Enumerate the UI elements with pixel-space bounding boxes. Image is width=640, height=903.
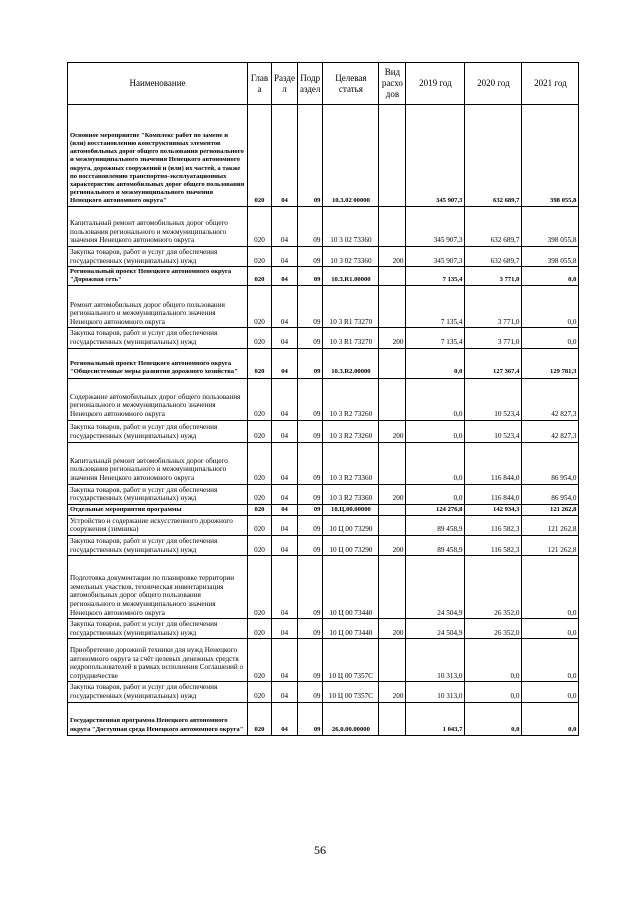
- row-name: Ремонт автомобильных дорог общего пользования регионального и межмуниципального значения Ненецкого автономного округа: [68, 286, 248, 328]
- row-name: Отдельные мероприятия программы: [68, 504, 248, 515]
- row-celevaya-statya: 10 3 R2 73260: [323, 378, 379, 420]
- row-vid-rashodov: 200: [379, 682, 406, 702]
- table-row: [68, 536, 579, 556]
- row-value-2020: 632 689,7: [465, 105, 522, 207]
- row-podrazdel: 09: [297, 267, 322, 286]
- row-value-2020: 142 934,3: [465, 504, 522, 515]
- row-value-2019: 345 907,3: [406, 105, 465, 207]
- row-value-2021: 42 827,3: [522, 378, 579, 420]
- table-row: [68, 484, 579, 504]
- row-glava: 020: [248, 639, 272, 682]
- row-razdel: 04: [272, 639, 298, 682]
- header-podrazdel: Подр аздел: [297, 63, 322, 105]
- row-razdel: 04: [272, 105, 298, 207]
- table-row: [68, 682, 579, 702]
- row-celevaya-statya: 10 Ц 00 73440: [323, 619, 379, 639]
- row-celevaya-statya: 10.3.02 00000: [323, 105, 379, 207]
- row-glava: 020: [248, 442, 272, 484]
- row-value-2020: 3 771,0: [465, 267, 522, 286]
- table-row: [68, 556, 579, 619]
- row-value-2019: 24 504,9: [406, 556, 465, 619]
- table-row: [68, 286, 579, 328]
- row-razdel: 04: [272, 267, 298, 286]
- row-value-2019: 0,0: [406, 348, 465, 378]
- table-header-row: [68, 63, 579, 105]
- row-podrazdel: 09: [297, 247, 322, 267]
- row-podrazdel: 09: [297, 348, 322, 378]
- row-value-2020: 0,0: [465, 682, 522, 702]
- row-value-2021: 121 262,8: [522, 536, 579, 556]
- header-glava: Глав а: [248, 63, 272, 105]
- table-row: [68, 247, 579, 267]
- row-podrazdel: 09: [297, 442, 322, 484]
- row-value-2021: 0,0: [522, 682, 579, 702]
- row-value-2020: 0,0: [465, 639, 522, 682]
- row-celevaya-statya: 10 3 R2 73260: [323, 420, 379, 442]
- row-glava: 020: [248, 267, 272, 286]
- table-row: [68, 702, 579, 735]
- row-razdel: 04: [272, 328, 298, 348]
- row-razdel: 04: [272, 378, 298, 420]
- header-2019: 2019 год: [406, 63, 465, 105]
- row-vid-rashodov: [379, 348, 406, 378]
- row-value-2020: 116 582,3: [465, 515, 522, 535]
- page-number: 56: [314, 843, 326, 857]
- row-podrazdel: 09: [297, 682, 322, 702]
- row-glava: 020: [248, 702, 272, 735]
- row-value-2020: 26 352,0: [465, 556, 522, 619]
- row-value-2020: 632 689,7: [465, 207, 522, 247]
- row-razdel: 04: [272, 702, 298, 735]
- table-row: [68, 328, 579, 348]
- row-value-2021: 121 262,8: [522, 515, 579, 535]
- row-value-2021: 0,0: [522, 556, 579, 619]
- row-vid-rashodov: 200: [379, 420, 406, 442]
- table-row: [68, 378, 579, 420]
- row-name: Капитальный ремонт автомобильных дорог общего пользования регионального и межмуниципального значения Ненецкого автономного округа: [68, 207, 248, 247]
- row-glava: 020: [248, 378, 272, 420]
- row-vid-rashodov: 200: [379, 536, 406, 556]
- row-value-2020: 116 582,3: [465, 536, 522, 556]
- row-name: Закупка товаров, работ и услуг для обеспечения государственных (муниципальных) нужд: [68, 484, 248, 504]
- row-vid-rashodov: 200: [379, 484, 406, 504]
- row-name: Государственная программа Ненецкого автономного округа "Доступная среда Ненецкого автономного округа": [68, 702, 248, 735]
- row-vid-rashodov: [379, 442, 406, 484]
- row-value-2019: 7 135,4: [406, 328, 465, 348]
- table-row: [68, 515, 579, 535]
- row-value-2020: 116 844,0: [465, 442, 522, 484]
- row-celevaya-statya: 10 3 02 73360: [323, 207, 379, 247]
- row-value-2020: 632 689,7: [465, 247, 522, 267]
- row-name: Закупка товаров, работ и услуг для обеспечения государственных (муниципальных) нужд: [68, 682, 248, 702]
- row-value-2020: 10 523,4: [465, 420, 522, 442]
- row-vid-rashodov: [379, 556, 406, 619]
- row-name: Закупка товаров, работ и услуг для обеспечения государственных (муниципальных) нужд: [68, 420, 248, 442]
- row-vid-rashodov: 200: [379, 328, 406, 348]
- row-name: Региональный проект Ненецкого автономного округа "Общесистемные меры развития дорожного хозяйства": [68, 348, 248, 378]
- row-celevaya-statya: 10 3 02 73360: [323, 247, 379, 267]
- row-glava: 020: [248, 504, 272, 515]
- row-value-2020: 3 771,0: [465, 286, 522, 328]
- row-celevaya-statya: 10 3 R2 73360: [323, 484, 379, 504]
- table-row: [68, 105, 579, 207]
- row-celevaya-statya: 10 Ц 00 7357С: [323, 639, 379, 682]
- row-value-2019: 24 504,9: [406, 619, 465, 639]
- row-vid-rashodov: [379, 378, 406, 420]
- row-value-2021: 42 827,3: [522, 420, 579, 442]
- row-value-2019: 1 043,7: [406, 702, 465, 735]
- row-celevaya-statya: 10 3 R1 73270: [323, 328, 379, 348]
- row-name: Закупка товаров, работ и услуг для обеспечения государственных (муниципальных) нужд: [68, 247, 248, 267]
- row-vid-rashodov: 200: [379, 247, 406, 267]
- row-value-2019: 7 135,4: [406, 267, 465, 286]
- row-glava: 020: [248, 484, 272, 504]
- row-value-2020: 26 352,0: [465, 619, 522, 639]
- row-celevaya-statya: 10.3.R1.00000: [323, 267, 379, 286]
- row-razdel: 04: [272, 420, 298, 442]
- row-glava: 020: [248, 247, 272, 267]
- row-podrazdel: 09: [297, 702, 322, 735]
- row-vid-rashodov: [379, 105, 406, 207]
- row-value-2019: 345 907,3: [406, 247, 465, 267]
- row-value-2021: 0,0: [522, 619, 579, 639]
- row-name: Подготовка документации по планировке территории земельных участков, техническая инвентаризация автомобильных дорог общего пользования регионального и межмуниципального значения Ненецкого автономного округа: [68, 556, 248, 619]
- row-razdel: 04: [272, 286, 298, 328]
- row-value-2019: 0,0: [406, 484, 465, 504]
- row-value-2019: 0,0: [406, 442, 465, 484]
- row-value-2019: 124 276,8: [406, 504, 465, 515]
- row-vid-rashodov: [379, 286, 406, 328]
- row-razdel: 04: [272, 515, 298, 535]
- row-podrazdel: 09: [297, 378, 322, 420]
- table-row: [68, 504, 579, 515]
- table-row: [68, 207, 579, 247]
- row-celevaya-statya: 10 3 R1 73270: [323, 286, 379, 328]
- row-razdel: 04: [272, 536, 298, 556]
- row-celevaya-statya: 10 Ц 00 73290: [323, 536, 379, 556]
- row-value-2019: 89 458,9: [406, 536, 465, 556]
- row-value-2019: 10 313,0: [406, 639, 465, 682]
- row-vid-rashodov: [379, 207, 406, 247]
- row-podrazdel: 09: [297, 619, 322, 639]
- row-podrazdel: 09: [297, 515, 322, 535]
- row-celevaya-statya: 10.3.R2.00000: [323, 348, 379, 378]
- row-value-2021: 398 055,8: [522, 247, 579, 267]
- header-2021: 2021 год: [522, 63, 579, 105]
- row-value-2021: 0,0: [522, 639, 579, 682]
- table-row: [68, 420, 579, 442]
- header-celevaya-statya: Целевая статья: [323, 63, 379, 105]
- header-2020: 2020 год: [465, 63, 522, 105]
- row-glava: 020: [248, 556, 272, 619]
- row-value-2020: 116 844,0: [465, 484, 522, 504]
- row-razdel: 04: [272, 619, 298, 639]
- row-name: Содержание автомобильных дорог общего пользования регионального и межмуниципального значения Ненецкого автономного округа: [68, 378, 248, 420]
- row-glava: 020: [248, 348, 272, 378]
- row-value-2019: 10 313,0: [406, 682, 465, 702]
- row-glava: 020: [248, 515, 272, 535]
- row-value-2019: 345 907,3: [406, 207, 465, 247]
- row-vid-rashodov: [379, 267, 406, 286]
- row-vid-rashodov: [379, 504, 406, 515]
- row-celevaya-statya: 10.Ц.00.00000: [323, 504, 379, 515]
- table-row: [68, 348, 579, 378]
- row-razdel: 04: [272, 556, 298, 619]
- row-value-2021: 86 954,0: [522, 442, 579, 484]
- row-value-2021: 0,0: [522, 328, 579, 348]
- row-name: Приобретение дорожной техники для нужд Ненецкого автономного округа за счёт целевых денежных средств недропользователей в рамках исполнения Соглашений о сотрудничестве: [68, 639, 248, 682]
- row-value-2020: 127 367,4: [465, 348, 522, 378]
- row-value-2021: 0,0: [522, 267, 579, 286]
- row-value-2021: 121 262,8: [522, 504, 579, 515]
- row-podrazdel: 09: [297, 484, 322, 504]
- row-podrazdel: 09: [297, 286, 322, 328]
- row-razdel: 04: [272, 682, 298, 702]
- row-podrazdel: 09: [297, 420, 322, 442]
- row-value-2019: 0,0: [406, 378, 465, 420]
- row-podrazdel: 09: [297, 504, 322, 515]
- row-value-2021: 0,0: [522, 286, 579, 328]
- row-glava: 020: [248, 682, 272, 702]
- table-row: [68, 639, 579, 682]
- row-glava: 020: [248, 105, 272, 207]
- row-name: Капитальный ремонт автомобильных дорог общего пользования регионального и межмуниципального значения Ненецкого автономного округа: [68, 442, 248, 484]
- row-podrazdel: 09: [297, 536, 322, 556]
- row-value-2019: 7 135,4: [406, 286, 465, 328]
- row-vid-rashodov: [379, 702, 406, 735]
- row-value-2021: 129 781,3: [522, 348, 579, 378]
- table-row: [68, 619, 579, 639]
- row-vid-rashodov: [379, 639, 406, 682]
- row-razdel: 04: [272, 207, 298, 247]
- row-podrazdel: 09: [297, 639, 322, 682]
- row-value-2021: 398 055,8: [522, 105, 579, 207]
- table-row: [68, 442, 579, 484]
- header-name: Наименование: [68, 63, 248, 105]
- row-vid-rashodov: 200: [379, 619, 406, 639]
- row-glava: 020: [248, 286, 272, 328]
- row-celevaya-statya: 26.0.00.00000: [323, 702, 379, 735]
- row-name: Закупка товаров, работ и услуг для обеспечения государственных (муниципальных) нужд: [68, 619, 248, 639]
- row-value-2021: 86 954,0: [522, 484, 579, 504]
- row-podrazdel: 09: [297, 328, 322, 348]
- row-podrazdel: 09: [297, 105, 322, 207]
- row-value-2020: 3 771,0: [465, 328, 522, 348]
- row-name: Закупка товаров, работ и услуг для обеспечения государственных (муниципальных) нужд: [68, 536, 248, 556]
- row-name: Закупка товаров, работ и услуг для обеспечения государственных (муниципальных) нужд: [68, 328, 248, 348]
- row-name: Основное мероприятие "Комплекс работ по замене и (или) восстановлению конструктивных элементов автомобильных дорог общего пользования регионального и межмуниципального значения Ненецкого автономного округа, дорожных сооружений и (или) их частей, а также по восстановлению транспортно-эксплуатационных характеристик автомобильных дорог общего пользования регионального и межмуниципального значения Ненецкого автономного округа": [68, 105, 248, 207]
- header-razdel: Разде л: [272, 63, 298, 105]
- row-value-2021: 398 055,8: [522, 207, 579, 247]
- row-celevaya-statya: 10 3 R2 73360: [323, 442, 379, 484]
- row-value-2020: 0,0: [465, 702, 522, 735]
- row-name: Устройство и содержание искусственного дорожного сооружения (зимника): [68, 515, 248, 535]
- row-celevaya-statya: 10 Ц 00 7357С: [323, 682, 379, 702]
- row-vid-rashodov: [379, 515, 406, 535]
- row-celevaya-statya: 10 Ц 00 73290: [323, 515, 379, 535]
- row-glava: 020: [248, 420, 272, 442]
- row-razdel: 04: [272, 504, 298, 515]
- row-glava: 020: [248, 207, 272, 247]
- row-razdel: 04: [272, 484, 298, 504]
- row-glava: 020: [248, 536, 272, 556]
- row-value-2019: 0,0: [406, 420, 465, 442]
- budget-table: [67, 62, 579, 736]
- row-name: Региональный проект Ненецкого автономного округа "Дорожная сеть": [68, 267, 248, 286]
- row-value-2021: 0,0: [522, 702, 579, 735]
- row-value-2019: 89 458,9: [406, 515, 465, 535]
- row-podrazdel: 09: [297, 556, 322, 619]
- row-razdel: 04: [272, 442, 298, 484]
- row-razdel: 04: [272, 247, 298, 267]
- row-podrazdel: 09: [297, 207, 322, 247]
- header-vid-rashodov: Вид расхо дов: [379, 63, 406, 105]
- table-row: [68, 267, 579, 286]
- row-celevaya-statya: 10 Ц 00 73440: [323, 556, 379, 619]
- row-glava: 020: [248, 328, 272, 348]
- row-value-2020: 10 523,4: [465, 378, 522, 420]
- row-razdel: 04: [272, 348, 298, 378]
- row-glava: 020: [248, 619, 272, 639]
